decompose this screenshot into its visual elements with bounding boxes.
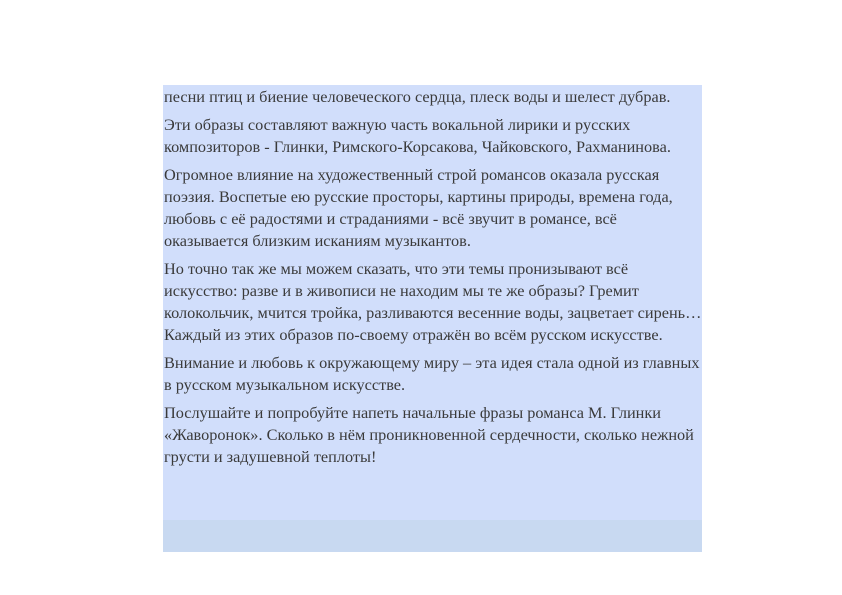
text-box-footer-band	[163, 520, 702, 552]
paragraph-6: Послушайте и попробуйте напеть начальные фразы романса М. Глинки «Жаворонок». Сколько в нём проникновенной сердечности, сколько нежной грусти и задушевной теплоты!	[164, 403, 694, 466]
paragraph-3: Огромное влияние на художественный строй романсов оказала русская поэзия. Воспетые ею русские просторы, картины природы, времена года, любовь с её радостями и страданиями - всё звучит в романсе, всё оказывается близким исканиям музыкантов.	[164, 165, 673, 250]
paragraph-2: Эти образы составляют важную часть вокальной лирики и русских композиторов - Глинки, Римского-Корсакова, Чайковского, Рахманинова.	[164, 115, 671, 156]
text-box	[163, 85, 702, 520]
paragraph-4: Но точно так же мы можем сказать, что эти темы пронизывают всё искусство: разве и в живописи не находим мы те же образы? Гремит колокольчик, мчится тройка, разливаются весенние воды, зацветает сирень… Каждый из этих образов по-своему отражён во всём русском искусстве.	[164, 259, 702, 344]
paragraph-5: Внимание и любовь к окружающему миру – эта идея стала одной из главных в русском музыкальном искусстве.	[164, 353, 700, 394]
paragraph-1: песни птиц и биение человеческого сердца, плеск воды и шелест дубрав.	[164, 87, 671, 106]
